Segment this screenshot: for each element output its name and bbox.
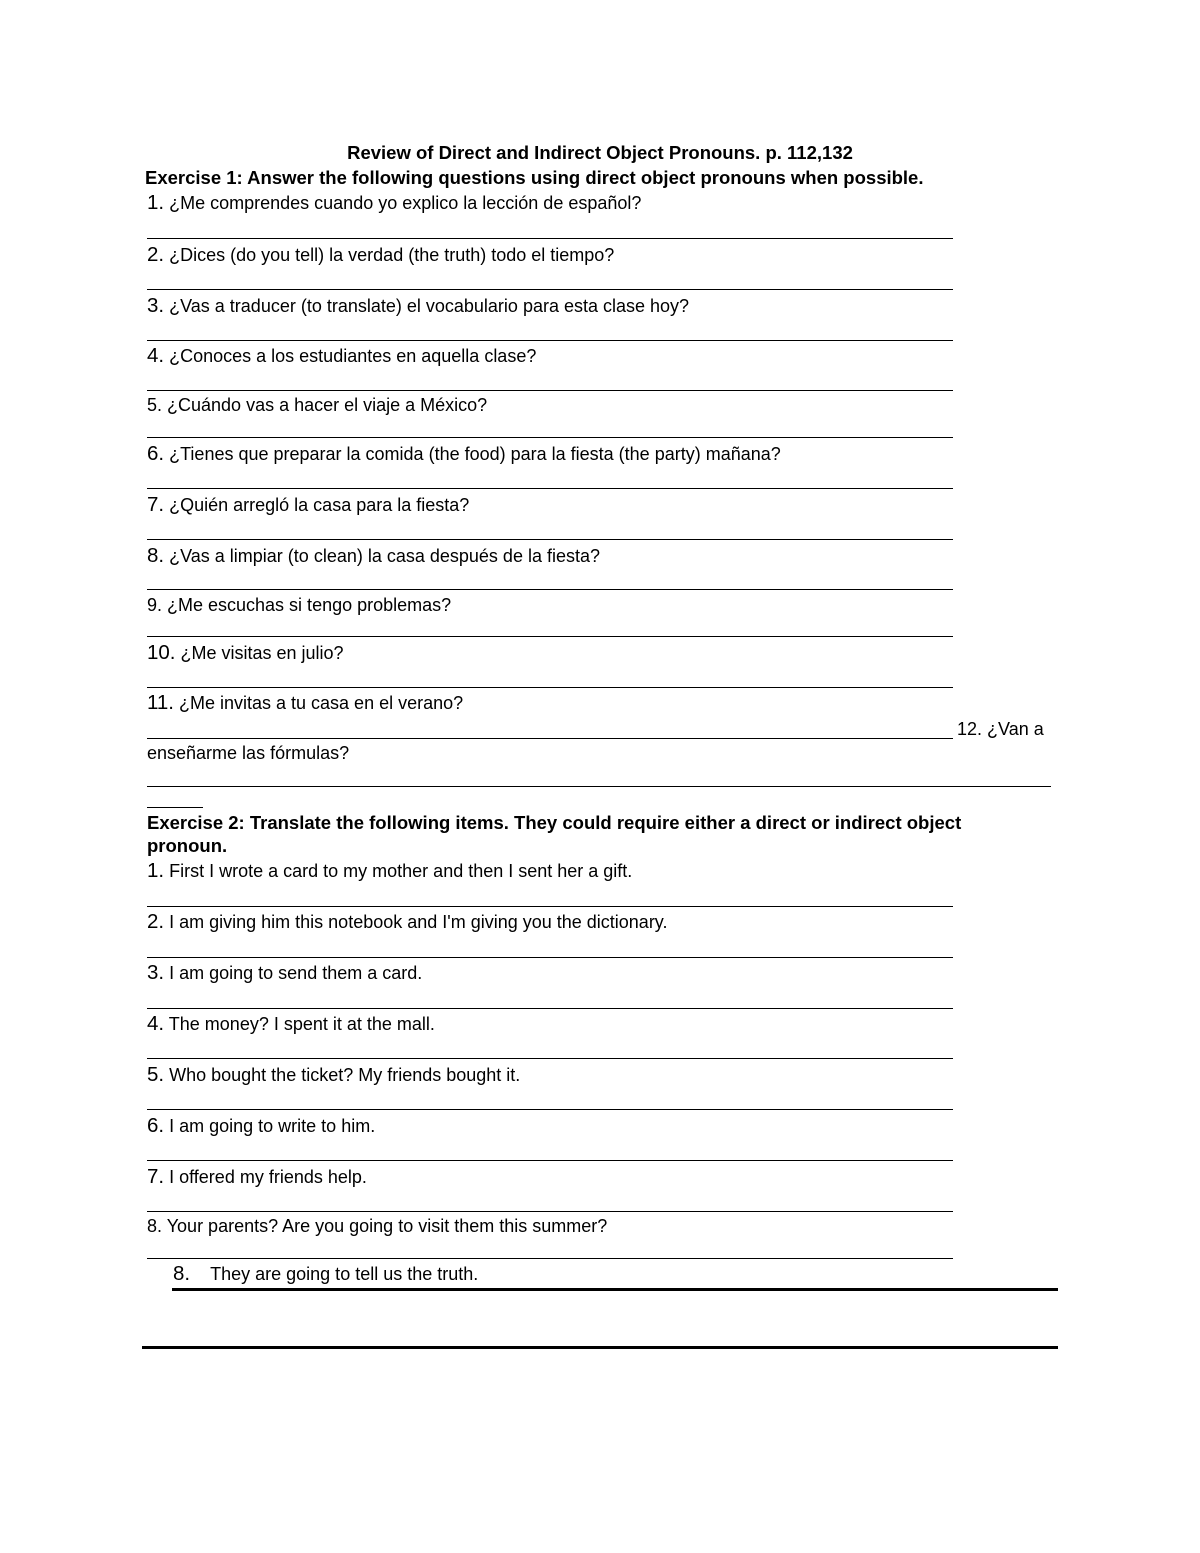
answer-line[interactable]: [147, 1109, 953, 1110]
exercise1-item-2: 2. ¿Dices (do you tell) la verdad (the truth) todo el tiempo?: [147, 243, 615, 266]
answer-line[interactable]: [147, 1008, 953, 1009]
exercise1-item-3: 3. ¿Vas a traducer (to translate) el vocabulario para esta clase hoy?: [147, 294, 690, 317]
answer-line[interactable]: [147, 1258, 953, 1259]
answer-line[interactable]: [147, 437, 953, 438]
answer-line[interactable]: [147, 488, 953, 489]
answer-line[interactable]: [147, 906, 953, 907]
exercise2-item-4: 4. The money? I spent it at the mall.: [147, 1012, 435, 1035]
exercise1-item-6: 6. ¿Tienes que preparar la comida (the food) para la fiesta (the party) mañana?: [147, 442, 781, 465]
exercise1-heading: Exercise 1: Answer the following questions using direct object pronouns when possible.: [145, 167, 924, 188]
exercise1-item-9: 9. ¿Me escuchas si tengo problemas?: [147, 595, 452, 615]
exercise1-item-8: 8. ¿Vas a limpiar (to clean) la casa después de la fiesta?: [147, 544, 600, 567]
answer-line[interactable]: [147, 957, 953, 958]
answer-line[interactable]: [147, 1160, 953, 1161]
exercise1-item-1: 1. ¿Me comprendes cuando yo explico la lección de español?: [147, 191, 642, 214]
answer-line[interactable]: [147, 390, 953, 391]
exercise1-item-4: 4. ¿Conoces a los estudiantes en aquella clase?: [147, 344, 537, 367]
answer-line-continuation[interactable]: [147, 807, 203, 808]
answer-line[interactable]: [147, 340, 953, 341]
exercise2-item-9: 8. They are going to tell us the truth.: [173, 1262, 479, 1285]
exercise1-item-10: 10. ¿Me visitas en julio?: [147, 641, 344, 664]
exercise1-item-7: 7. ¿Quién arregló la casa para la fiesta?: [147, 493, 470, 516]
exercise2-item-2: 2. I am giving him this notebook and I'm giving you the dictionary.: [147, 910, 668, 933]
answer-line[interactable]: [147, 786, 1051, 787]
answer-line[interactable]: [147, 589, 953, 590]
answer-line[interactable]: [147, 738, 953, 739]
answer-line[interactable]: [147, 687, 953, 688]
exercise2-item-3: 3. I am going to send them a card.: [147, 961, 423, 984]
answer-line[interactable]: [147, 1058, 953, 1059]
exercise2-item-6: 6. I am going to write to him.: [147, 1114, 376, 1137]
exercise1-item-11: 11. ¿Me invitas a tu casa en el verano?: [147, 691, 464, 714]
answer-line[interactable]: [147, 238, 953, 239]
answer-line-thick[interactable]: [142, 1346, 1058, 1349]
answer-line[interactable]: [147, 636, 953, 637]
exercise2-heading: Exercise 2: Translate the following items. They could require either a direct or indirect object pronoun.: [147, 812, 962, 856]
exercise2-item-5: 5. Who bought the ticket? My friends bought it.: [147, 1063, 521, 1086]
exercise2-item-7: 7. I offered my friends help.: [147, 1165, 367, 1188]
exercise2-item-1: 1. First I wrote a card to my mother and then I sent her a gift.: [147, 859, 633, 882]
answer-line[interactable]: [147, 1211, 953, 1212]
page-title: Review of Direct and Indirect Object Pronouns. p. 112,132: [347, 142, 853, 163]
exercise1-item-12-text: enseñarme las fórmulas?: [147, 743, 350, 763]
answer-line[interactable]: [147, 289, 953, 290]
exercise1-item-12-start: 12. ¿Van a: [957, 719, 1044, 739]
exercise1-item-5: 5. ¿Cuándo vas a hacer el viaje a México?: [147, 395, 488, 415]
exercise2-item-8: 8. Your parents? Are you going to visit them this summer?: [147, 1216, 608, 1236]
answer-line[interactable]: [147, 539, 953, 540]
answer-line-thick[interactable]: [172, 1288, 1058, 1291]
